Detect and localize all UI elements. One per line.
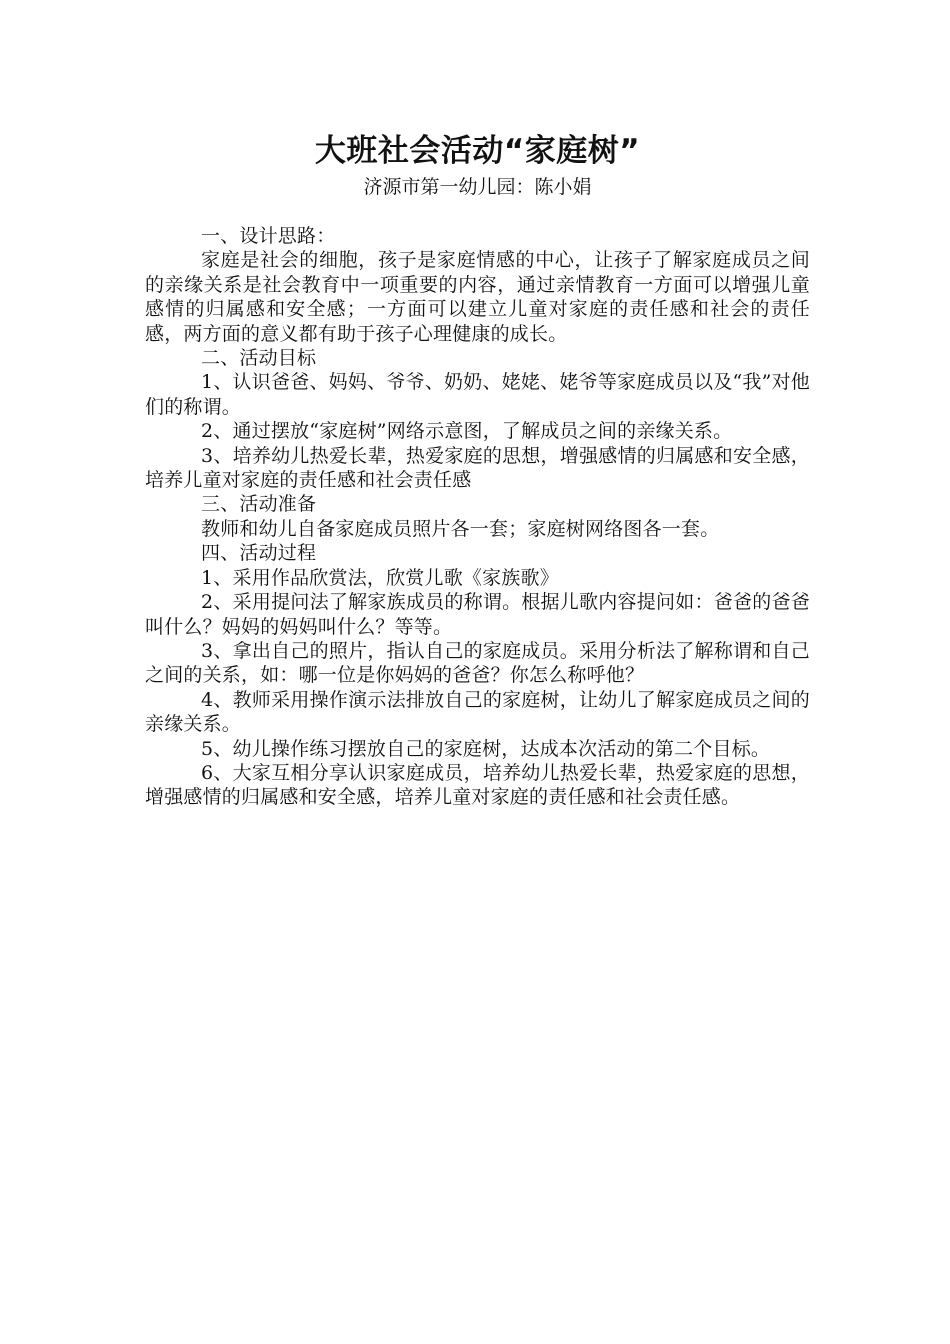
process-step-6: 6、大家互相分享认识家庭成员，培养幼儿热爱长辈，热爱家庭的思想，增强感情的归属感和安全感，培养儿童对家庭的责任感和社会责任感。 [145, 761, 810, 809]
process-step-4: 4、教师采用操作演示法排放自己的家庭树，让幼儿了解家庭成员之间的亲缘关系。 [145, 688, 810, 736]
process-step-3: 3、拿出自己的照片，指认自己的家庭成员。采用分析法了解称谓和自己之间的关系，如：哪一位是你妈妈的爸爸？你怎么称呼他？ [145, 639, 810, 687]
section-heading-process: 四、活动过程 [201, 542, 317, 565]
document-body [145, 128, 810, 810]
goal-item-2: 2、通过摆放“家庭树”网络示意图，了解成员之间的亲缘关系。 [201, 420, 733, 443]
section-heading-design: 一、设计思路： [201, 225, 336, 247]
process-step-2: 2、采用提问法了解家族成员的称谓。根据儿歌内容提问如：爸爸的爸爸叫什么？妈妈的妈妈叫什么？等等。 [145, 591, 810, 638]
goal-item-3: 3、培养幼儿热爱长辈，热爱家庭的思想，增强感情的归属感和安全感，培养儿童对家庭的责任感和社会责任感 [145, 444, 810, 492]
process-step-1: 1、采用作品欣赏法，欣赏儿歌《家族歌》 [201, 566, 559, 589]
document-author-line: 济源市第一幼儿园：陈小娟 [363, 176, 592, 198]
section-heading-goals: 二、活动目标 [201, 347, 317, 370]
document-title: 大班社会活动“家庭树” [314, 133, 641, 169]
paragraph-design-rationale: 家庭是社会的细胞，孩子是家庭情感的中心，让孩子了解家庭成员之间的亲缘关系是社会教育中一项重要的内容，通过亲情教育一方面可以增强儿童感情的归属感和安全感；一方面可以建立儿童对家庭的责任感和社会的责任感，两方面的意义都有助于孩子心理健康的成长。 [145, 249, 810, 345]
section-heading-preparation: 三、活动准备 [201, 493, 317, 516]
paragraph-preparation: 教师和幼儿自备家庭成员照片各一套；家庭树网络图各一套。 [201, 517, 720, 540]
goal-item-1: 1、认识爸爸、妈妈、爷爷、奶奶、姥姥、姥爷等家庭成员以及“我”对他们的称谓。 [145, 371, 810, 418]
process-step-5: 5、幼儿操作练习摆放自己的家庭树，达成本次活动的第二个目标。 [201, 737, 771, 760]
